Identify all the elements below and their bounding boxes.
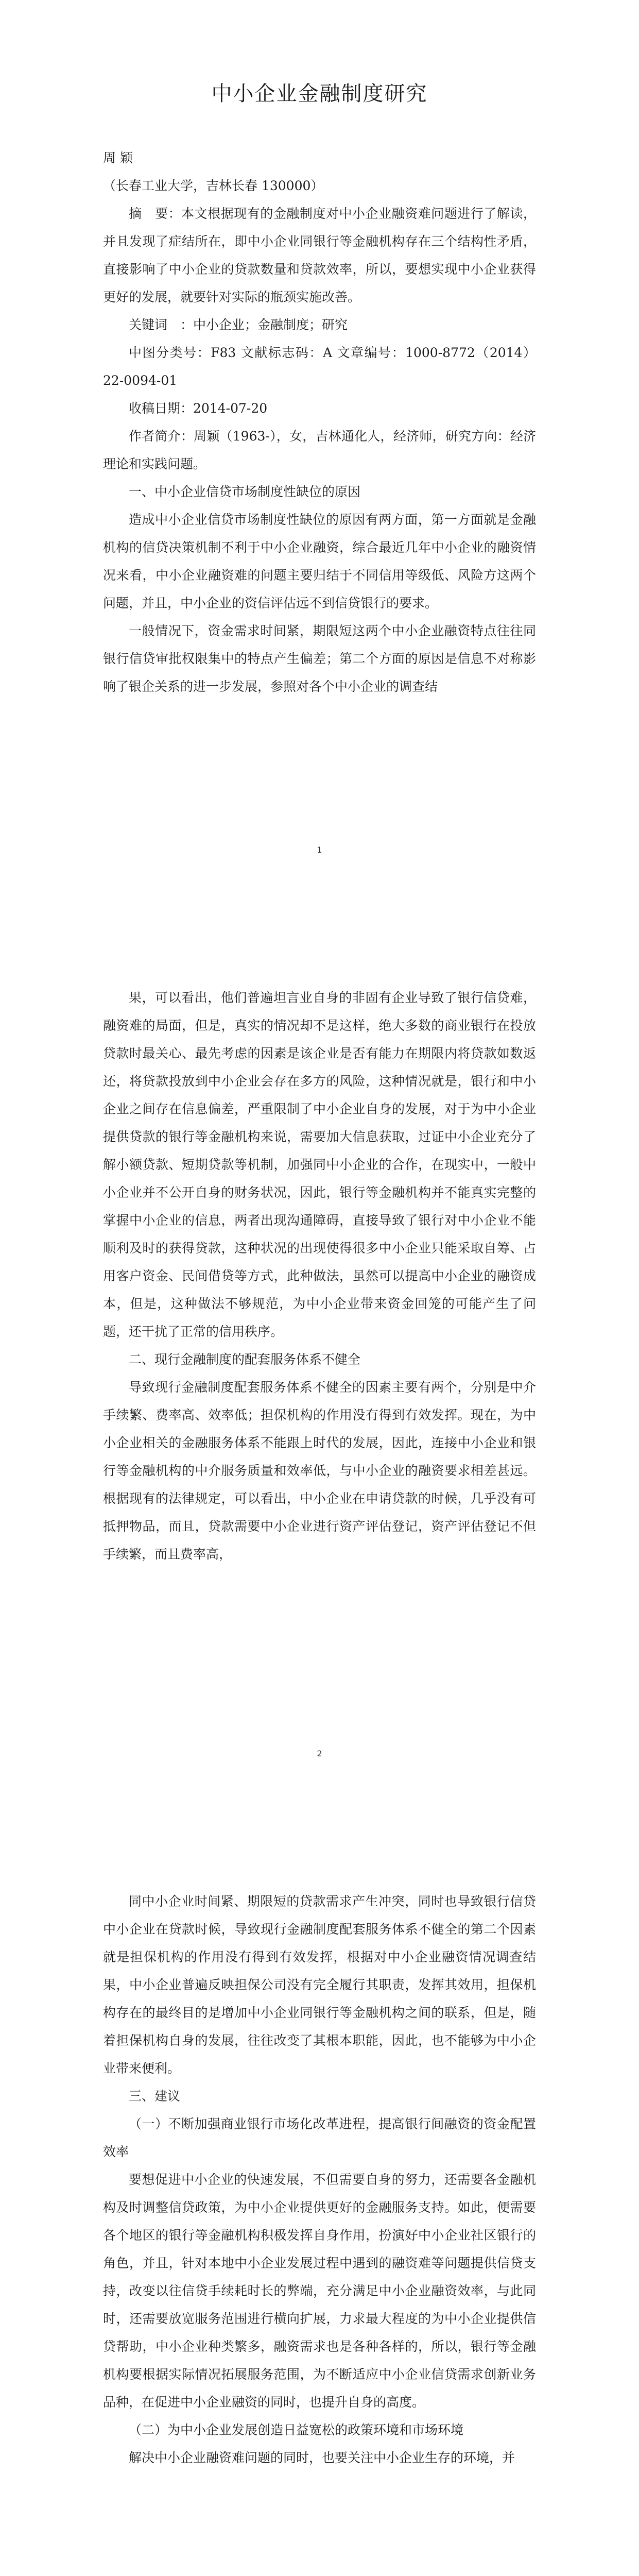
page-3-body	[103, 1888, 536, 2472]
paragraph: 同中小企业时间紧、期限短的贷款需求产生冲突，同时也导致银行信贷中小企业在贷款时候，导致现行金融制度配套服务体系不健全的第二个因素就是担保机构的作用没有得到有效发挥，根据对中小企业融资情况调查结果，中小企业普遍反映担保公司没有完全履行其职责，发挥其效用，担保机构存在的最终目的是增加中小企业同银行等金融机构之间的联系，但是，随着担保机构自身的发展，往往改变了其根本职能，因此，也不能够为中小企业带来便利。	[103, 1894, 536, 2076]
section-heading: 一、中小企业信贷市场制度性缺位的原因	[129, 484, 361, 499]
paragraph: 中图分类号：F83 文献标志码：A 文章编号：1000-8772（2014）22-0094-01	[103, 345, 536, 388]
section-heading: 二、现行金融制度的配套服务体系不健全	[129, 1352, 361, 1367]
paragraph: 果，可以看出，他们普遍坦言业自身的非固有企业导致了银行信贷难，融资难的局面，但是，真实的情况却不是这样，绝大多数的商业银行在投放贷款时最关心、最先考虑的因素是该企业是否有能力在期限内将贷款如数返还，将贷款投放到中小企业会存在多方的风险，这种情况就是，银行和中小企业之间存在信息偏差，严重限制了中小企业自身的发展，对于为中小企业提供贷款的银行等金融机构来说，需要加大信息获取，过证中小企业充分了解小额贷款、短期贷款等机制，加强同中小企业的合作，在现实中，一般中小企业并不公开自身的财务状况，因此，银行等金融机构并不能真实完整的掌握中小企业的信息，两者出现沟通障碍，直接导致了银行对中小企业不能顺利及时的获得贷款，这种状况的出现使得很多中小企业只能采取自筹、占用客户资金、民间借贷等方式，此种做法，虽然可以提高中小企业的融资成本，但是，这种做法不够规范，为中小企业带来资金回笼的可能产生了问题，还干扰了正常的信用秩序。	[103, 990, 536, 1339]
page-2-content	[103, 984, 536, 1568]
author-line: 周 颖	[103, 150, 133, 165]
paragraph: 摘 要：本文根据现有的金融制度对中小企业融资难问题进行了解读，并且发现了症结所在，即中小企业同银行等金融机构存在三个结构性矛盾，直接影响了中小企业的贷款数量和贷款效率，所以，要想实现中小企业获得更好的发展，就要针对实际的瓶颈实施改善。	[103, 206, 536, 304]
page-2-body	[103, 984, 536, 1568]
paragraph: 要想促进中小企业的快速发展，不但需要自身的努力，还需要各金融机构及时调整信贷政策，为中小企业提供更好的金融服务支持。如此，便需要各个地区的银行等金融机构积极发挥自身作用，扮演好中小企业社区银行的角色，并且，针对本地中小企业发展过程中遇到的融资难等问题提供信贷支持，改变以往信贷手续耗时长的弊端，充分满足中小企业融资效率，与此同时，还需要放宽服务范围进行横向扩展，力求最大程度的为中小企业提供信贷帮助，中小企业种类繁多，融资需求也是各种各样的，所以，银行等金融机构要根据实际情况拓展服务范围，为不断适应中小企业信贷需求创新业务品种，在促进中小企业融资的同时，也提升自身的高度。	[103, 2172, 536, 2410]
paragraph: 导致现行金融制度配套服务体系不健全的因素主要有两个，分别是中介手续繁、费率高、效率低；担保机构的作用没有得到有效发挥。现在，为中小企业相关的金融服务体系不能跟上时代的发展，因此，连接中小企业和银行等金融机构的中介服务质量和效率低，与中小企业的融资要求相差甚远。根据现有的法律规定，可以看出，中小企业在申请贷款的时候，几乎没有可抵押物品，而且，贷款需要中小企业进行资产评估登记，资产评估登记不但手续繁，而且费率高，	[103, 1380, 536, 1562]
paragraph: 解决中小企业融资难问题的同时，也要关注中小企业生存的环境，并	[129, 2450, 515, 2465]
page-1-body	[103, 200, 536, 701]
section-heading: （二）为中小企业发展创造日益宽松的政策环境和市场环境	[129, 2422, 464, 2437]
affiliation-line: （长春工业大学，吉林长春 130000）	[103, 178, 324, 193]
paragraph: 收稿日期：2014-07-20	[129, 401, 268, 416]
page-3	[0, 1807, 639, 2576]
section-heading: 三、建议	[129, 2089, 181, 2104]
paper-title: 中小企业金融制度研究	[211, 82, 428, 106]
page-number: 2	[317, 1749, 322, 1758]
page-number: 1	[317, 845, 322, 855]
paragraph: 关键词 ：中小企业；金融制度；研究	[129, 317, 348, 332]
page-1-content	[103, 144, 536, 701]
page-2	[0, 904, 639, 1807]
paragraph: 一般情况下，资金需求时间紧，期限短这两个中小企业融资特点往往同银行信贷审批权限集中的特点产生偏差；第二个方面的原因是信息不对称影响了银企关系的进一步发展，参照对各个中小企业的调查结	[103, 623, 536, 694]
paragraph: 作者简介：周颖（1963-），女，吉林通化人，经济师，研究方向：经济理论和实践问题。	[103, 429, 536, 471]
page-3-content	[103, 1888, 536, 2472]
page-1	[0, 0, 639, 904]
paragraph: 造成中小企业信贷市场制度性缺位的原因有两方面，第一方面就是金融机构的信贷决策机制不利于中小企业融资，综合最近几年中小企业的融资情况来看，中小企业融资难的问题主要归结于不同信用等级低、风险方这两个问题，并且，中小企业的资信评估远不到信贷银行的要求。	[103, 512, 536, 611]
section-heading: （一）不断加强商业银行市场化改革进程，提高银行间融资的资金配置效率	[103, 2116, 536, 2159]
